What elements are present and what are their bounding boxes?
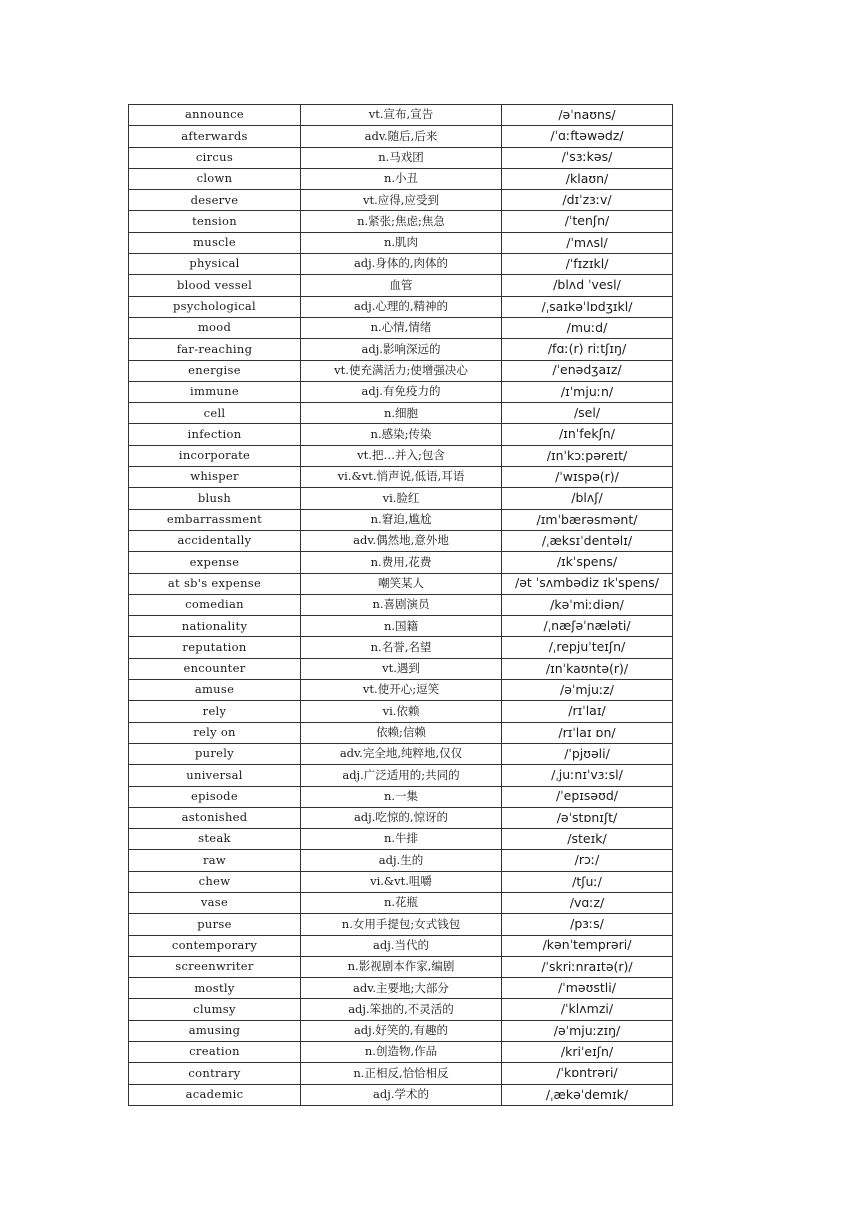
word-cell: afterwards (129, 126, 301, 147)
meaning-cell: adj.好笑的,有趣的 (301, 1020, 502, 1041)
table-row (129, 765, 673, 786)
table-row (129, 168, 673, 189)
word-cell: energise (129, 360, 301, 381)
vocabulary-table-body (129, 105, 673, 1106)
phonetic-cell: /sel/ (502, 403, 673, 424)
table-row (129, 914, 673, 935)
phonetic-cell: /ˈenədʒaɪz/ (502, 360, 673, 381)
phonetic-cell: /pɜːs/ (502, 914, 673, 935)
word-cell: vase (129, 892, 301, 913)
phonetic-cell: /blʌʃ/ (502, 488, 673, 509)
meaning-cell: n.喜剧演员 (301, 594, 502, 615)
meaning-cell: vt.使充满活力;使增强决心 (301, 360, 502, 381)
table-row (129, 594, 673, 615)
table-row (129, 680, 673, 701)
phonetic-cell: /ət ˈsʌmbədiz ɪkˈspens/ (502, 573, 673, 594)
word-cell: psychological (129, 296, 301, 317)
phonetic-cell: /ɪnˈkaʊntə(r)/ (502, 658, 673, 679)
meaning-cell: adj.生的 (301, 850, 502, 871)
word-cell: blush (129, 488, 301, 509)
table-row (129, 403, 673, 424)
phonetic-cell: /fɑː(r) riːtʃɪŋ/ (502, 339, 673, 360)
table-row (129, 573, 673, 594)
meaning-cell: vt.遇到 (301, 658, 502, 679)
meaning-cell: n.感染;传染 (301, 424, 502, 445)
table-row (129, 978, 673, 999)
meaning-cell: 嘲笑某人 (301, 573, 502, 594)
word-cell: encounter (129, 658, 301, 679)
table-row (129, 211, 673, 232)
table-row (129, 275, 673, 296)
word-cell: deserve (129, 190, 301, 211)
word-cell: announce (129, 105, 301, 126)
word-cell: contrary (129, 1063, 301, 1084)
phonetic-cell: /ˈmʌsl/ (502, 232, 673, 253)
phonetic-cell: /ˌæksɪˈdentəlɪ/ (502, 530, 673, 551)
table-row (129, 956, 673, 977)
meaning-cell: n.费用,花费 (301, 552, 502, 573)
phonetic-cell: /ɪnˈkɔːpəreɪt/ (502, 445, 673, 466)
vocabulary-table (128, 104, 673, 1106)
phonetic-cell: /klaʊn/ (502, 168, 673, 189)
meaning-cell: adv.完全地,纯粹地,仅仅 (301, 743, 502, 764)
word-cell: universal (129, 765, 301, 786)
table-row (129, 658, 673, 679)
phonetic-cell: /vɑːz/ (502, 892, 673, 913)
table-row (129, 509, 673, 530)
table-row (129, 126, 673, 147)
phonetic-cell: /ɪmˈbærəsmənt/ (502, 509, 673, 530)
phonetic-cell: /ˈfɪzɪkl/ (502, 254, 673, 275)
word-cell: astonished (129, 807, 301, 828)
word-cell: at sb's expense (129, 573, 301, 594)
word-cell: blood vessel (129, 275, 301, 296)
meaning-cell: adj.广泛适用的;共同的 (301, 765, 502, 786)
meaning-cell: adj.影响深远的 (301, 339, 502, 360)
word-cell: whisper (129, 467, 301, 488)
table-row (129, 381, 673, 402)
table-row (129, 339, 673, 360)
word-cell: steak (129, 829, 301, 850)
word-cell: rely on (129, 722, 301, 743)
table-row (129, 871, 673, 892)
phonetic-cell: /rɪˈlaɪ/ (502, 701, 673, 722)
phonetic-cell: /ɪkˈspens/ (502, 552, 673, 573)
phonetic-cell: /əˈmjuːzɪŋ/ (502, 1020, 673, 1041)
meaning-cell: vi.&vt.咀嚼 (301, 871, 502, 892)
phonetic-cell: /ˈtenʃn/ (502, 211, 673, 232)
table-row (129, 254, 673, 275)
table-row (129, 1084, 673, 1105)
phonetic-cell: /ˌnæʃəˈnæləti/ (502, 616, 673, 637)
phonetic-cell: /ɪnˈfekʃn/ (502, 424, 673, 445)
phonetic-cell: /əˈnaʊns/ (502, 105, 673, 126)
word-cell: circus (129, 147, 301, 168)
meaning-cell: adv.随后,后来 (301, 126, 502, 147)
word-cell: muscle (129, 232, 301, 253)
phonetic-cell: /rɔː/ (502, 850, 673, 871)
meaning-cell: adj.笨拙的,不灵活的 (301, 999, 502, 1020)
word-cell: rely (129, 701, 301, 722)
phonetic-cell: /ˈməʊstli/ (502, 978, 673, 999)
phonetic-cell: /ˈklʌmzi/ (502, 999, 673, 1020)
meaning-cell: n.女用手提包;女式钱包 (301, 914, 502, 935)
meaning-cell: n.小丑 (301, 168, 502, 189)
table-row (129, 1063, 673, 1084)
word-cell: embarrassment (129, 509, 301, 530)
word-cell: purse (129, 914, 301, 935)
table-row (129, 190, 673, 211)
meaning-cell: vi.脸红 (301, 488, 502, 509)
phonetic-cell: /ˌrepjuˈteɪʃn/ (502, 637, 673, 658)
phonetic-cell: /ˈpjʊəli/ (502, 743, 673, 764)
meaning-cell: n.创造物,作品 (301, 1042, 502, 1063)
phonetic-cell: /əˈmjuːz/ (502, 680, 673, 701)
word-cell: screenwriter (129, 956, 301, 977)
word-cell: clumsy (129, 999, 301, 1020)
table-row (129, 445, 673, 466)
phonetic-cell: /ˌjuːnɪˈvɜːsl/ (502, 765, 673, 786)
word-cell: chew (129, 871, 301, 892)
phonetic-cell: /rɪˈlaɪ ɒn/ (502, 722, 673, 743)
meaning-cell: adv.偶然地,意外地 (301, 530, 502, 551)
word-cell: cell (129, 403, 301, 424)
table-row (129, 807, 673, 828)
meaning-cell: n.窘迫,尴尬 (301, 509, 502, 530)
word-cell: contemporary (129, 935, 301, 956)
word-cell: infection (129, 424, 301, 445)
meaning-cell: n.肌肉 (301, 232, 502, 253)
phonetic-cell: /ˈkɒntrəri/ (502, 1063, 673, 1084)
table-row (129, 999, 673, 1020)
table-row (129, 892, 673, 913)
phonetic-cell: /ˌækəˈdemɪk/ (502, 1084, 673, 1105)
phonetic-cell: /muːd/ (502, 317, 673, 338)
table-row (129, 743, 673, 764)
phonetic-cell: /ˌsaɪkəˈlɒdʒɪkl/ (502, 296, 673, 317)
word-cell: expense (129, 552, 301, 573)
phonetic-cell: /ˈɑːftəwədz/ (502, 126, 673, 147)
table-row (129, 850, 673, 871)
table-row (129, 552, 673, 573)
table-row (129, 360, 673, 381)
phonetic-cell: /kənˈtemprəri/ (502, 935, 673, 956)
table-row (129, 637, 673, 658)
meaning-cell: n.牛排 (301, 829, 502, 850)
meaning-cell: 依赖;信赖 (301, 722, 502, 743)
table-row (129, 616, 673, 637)
word-cell: creation (129, 1042, 301, 1063)
word-cell: nationality (129, 616, 301, 637)
meaning-cell: vi.依赖 (301, 701, 502, 722)
meaning-cell: n.正相反,恰恰相反 (301, 1063, 502, 1084)
table-row (129, 786, 673, 807)
meaning-cell: n.名誉,名望 (301, 637, 502, 658)
meaning-cell: adv.主要地;大部分 (301, 978, 502, 999)
table-row (129, 722, 673, 743)
meaning-cell: 血管 (301, 275, 502, 296)
word-cell: purely (129, 743, 301, 764)
table-row (129, 424, 673, 445)
phonetic-cell: /ɪˈmjuːn/ (502, 381, 673, 402)
table-row (129, 530, 673, 551)
word-cell: tension (129, 211, 301, 232)
meaning-cell: adj.吃惊的,惊讶的 (301, 807, 502, 828)
table-row (129, 935, 673, 956)
phonetic-cell: /kriˈeɪʃn/ (502, 1042, 673, 1063)
word-cell: accidentally (129, 530, 301, 551)
phonetic-cell: /ˈsɜːkəs/ (502, 147, 673, 168)
phonetic-cell: /ˈskriːnraɪtə(r)/ (502, 956, 673, 977)
word-cell: episode (129, 786, 301, 807)
phonetic-cell: /kəˈmiːdiən/ (502, 594, 673, 615)
word-cell: reputation (129, 637, 301, 658)
word-cell: mood (129, 317, 301, 338)
meaning-cell: adj.学术的 (301, 1084, 502, 1105)
phonetic-cell: /əˈstɒnɪʃt/ (502, 807, 673, 828)
table-row (129, 488, 673, 509)
word-cell: academic (129, 1084, 301, 1105)
word-cell: mostly (129, 978, 301, 999)
word-cell: raw (129, 850, 301, 871)
meaning-cell: n.一集 (301, 786, 502, 807)
meaning-cell: n.马戏团 (301, 147, 502, 168)
word-cell: immune (129, 381, 301, 402)
meaning-cell: n.细胞 (301, 403, 502, 424)
meaning-cell: n.影视剧本作家,编剧 (301, 956, 502, 977)
word-cell: amusing (129, 1020, 301, 1041)
table-row (129, 1020, 673, 1041)
table-row (129, 467, 673, 488)
meaning-cell: vt.把…并入;包含 (301, 445, 502, 466)
meaning-cell: adj.心理的,精神的 (301, 296, 502, 317)
word-cell: incorporate (129, 445, 301, 466)
table-row (129, 296, 673, 317)
table-row (129, 829, 673, 850)
meaning-cell: n.心情,情绪 (301, 317, 502, 338)
phonetic-cell: /blʌd ˈvesl/ (502, 275, 673, 296)
meaning-cell: vi.&vt.悄声说,低语,耳语 (301, 467, 502, 488)
phonetic-cell: /ˈepɪsəʊd/ (502, 786, 673, 807)
word-cell: amuse (129, 680, 301, 701)
meaning-cell: adj.有免疫力的 (301, 381, 502, 402)
meaning-cell: adj.当代的 (301, 935, 502, 956)
phonetic-cell: /tʃuː/ (502, 871, 673, 892)
word-cell: physical (129, 254, 301, 275)
phonetic-cell: /ˈwɪspə(r)/ (502, 467, 673, 488)
meaning-cell: vt.使开心;逗笑 (301, 680, 502, 701)
phonetic-cell: /steɪk/ (502, 829, 673, 850)
word-cell: comedian (129, 594, 301, 615)
phonetic-cell: /dɪˈzɜːv/ (502, 190, 673, 211)
table-row (129, 317, 673, 338)
word-cell: clown (129, 168, 301, 189)
meaning-cell: n.国籍 (301, 616, 502, 637)
table-row (129, 232, 673, 253)
meaning-cell: n.花瓶 (301, 892, 502, 913)
table-row (129, 147, 673, 168)
table-row (129, 701, 673, 722)
meaning-cell: vt.宣布,宣告 (301, 105, 502, 126)
table-row (129, 1042, 673, 1063)
word-cell: far-reaching (129, 339, 301, 360)
meaning-cell: n.紧张;焦虑;焦急 (301, 211, 502, 232)
meaning-cell: adj.身体的,肉体的 (301, 254, 502, 275)
meaning-cell: vt.应得,应受到 (301, 190, 502, 211)
table-row (129, 105, 673, 126)
